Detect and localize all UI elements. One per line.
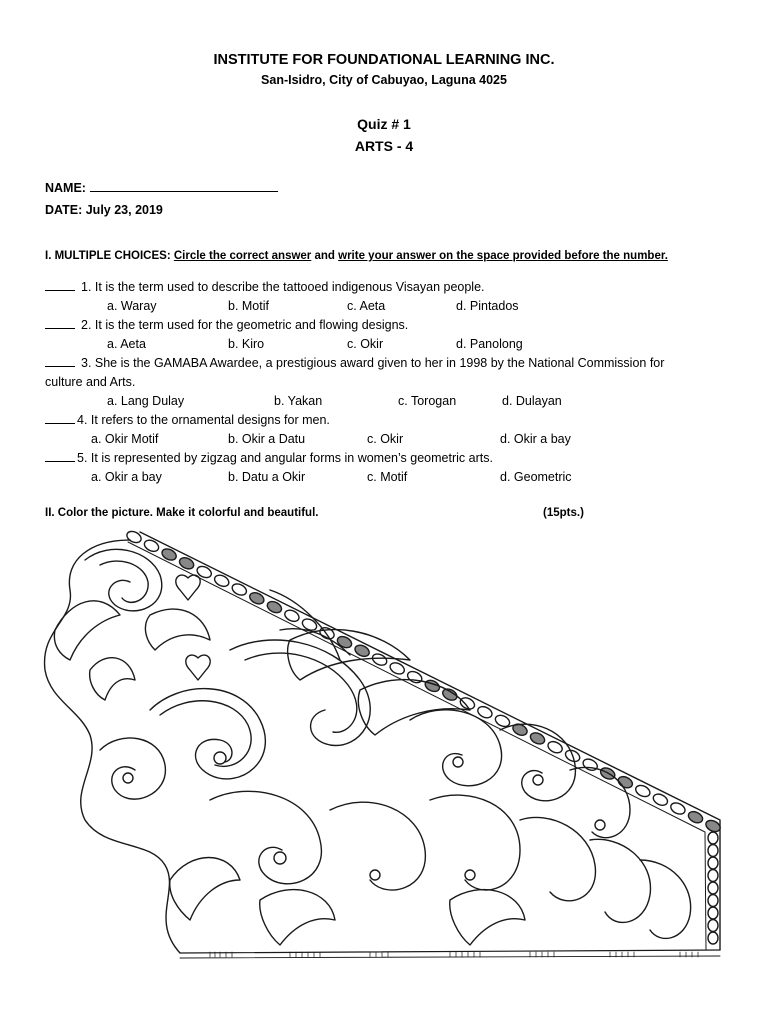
option[interactable]: a. Waray <box>107 299 157 313</box>
question-5-text: 5. It is represented by zigzag and angular forms in women’s geometric arts. <box>77 451 493 465</box>
bead-chain <box>125 529 722 944</box>
answer-blank-4[interactable] <box>45 413 75 424</box>
option[interactable]: a. Lang Dulay <box>107 394 185 408</box>
question-3-text: 3. She is the GAMABA Awardee, a prestigious award given to her in 1998 by the National Commission for <box>81 356 665 370</box>
question-3-text-continued: culture and Arts. <box>45 375 136 389</box>
question-1-text: 1. It is the term used to describe the tattooed indigenous Visayan people. <box>81 280 485 294</box>
section2-title: II. Color the picture. Make it colorful and beautiful. <box>45 507 319 519</box>
option[interactable]: c. Okir <box>347 337 384 351</box>
name-blank[interactable] <box>90 181 278 192</box>
option[interactable]: b. Yakan <box>274 394 323 408</box>
question-4-text: 4. It refers to the ornamental designs for men. <box>77 413 330 427</box>
name-label: NAME: <box>45 181 86 195</box>
leaf <box>450 890 525 945</box>
question-4 <box>45 413 330 427</box>
leaf <box>54 601 120 660</box>
okir-coloring-illustration[interactable] <box>30 520 730 970</box>
subject-title: ARTS - 4 <box>354 138 414 154</box>
date-line: DATE: July 23, 2019 <box>45 203 163 217</box>
section2-points: (15pts.) <box>543 507 584 519</box>
option[interactable]: b. Datu a Okir <box>228 470 306 484</box>
leaf <box>145 609 210 650</box>
answer-blank-2[interactable] <box>45 318 75 329</box>
option[interactable]: d. Okir a bay <box>500 432 571 446</box>
heart-shape <box>176 575 200 600</box>
leaf <box>170 858 240 921</box>
bead <box>708 895 718 907</box>
leaf <box>90 658 135 700</box>
bead <box>669 801 687 817</box>
bead <box>708 907 718 919</box>
answer-blank-5[interactable] <box>45 451 75 462</box>
leaf <box>260 890 335 945</box>
question-2 <box>45 318 408 332</box>
bead <box>634 783 652 799</box>
bead <box>708 882 718 894</box>
question-3 <box>45 356 664 370</box>
answer-blank-1[interactable] <box>45 280 75 291</box>
section1-heading <box>45 250 668 262</box>
question-2-text: 2. It is the term used for the geometric and flowing designs. <box>81 318 409 332</box>
answer-blank-3[interactable] <box>45 356 75 367</box>
option[interactable]: d. Pintados <box>456 299 519 313</box>
option[interactable]: b. Motif <box>228 299 269 313</box>
section1-title: I. MULTIPLE CHOICES: <box>45 250 171 262</box>
section1-and: and <box>314 250 335 262</box>
school-address: San-Isidro, City of Cabuyao, Laguna 4025 <box>261 73 507 87</box>
diagonal-border <box>140 532 720 950</box>
bead <box>708 932 718 944</box>
bead <box>708 857 718 869</box>
school-name: INSTITUTE FOR FOUNDATIONAL LEARNING INC. <box>213 52 555 68</box>
question-1 <box>45 280 485 294</box>
option[interactable]: c. Torogan <box>398 394 457 408</box>
option[interactable]: c. Aeta <box>347 299 386 313</box>
question-5 <box>45 451 493 465</box>
option[interactable]: c. Motif <box>367 470 408 484</box>
option[interactable]: c. Okir <box>367 432 404 446</box>
option[interactable]: b. Kiro <box>228 337 265 351</box>
bead <box>708 870 718 882</box>
option[interactable]: d. Panolong <box>456 337 523 351</box>
bead <box>708 920 718 932</box>
bead <box>687 809 705 825</box>
option[interactable]: b. Okir a Datu <box>228 432 306 446</box>
name-row <box>45 181 278 195</box>
section1-instruction-2: write your answer on the space provided before the number. <box>338 250 668 262</box>
bead <box>708 845 718 857</box>
option[interactable]: a. Okir Motif <box>91 432 159 446</box>
option[interactable]: d. Dulayan <box>502 394 562 408</box>
option[interactable]: a. Aeta <box>107 337 146 351</box>
option[interactable]: d. Geometric <box>500 470 572 484</box>
option[interactable]: a. Okir a bay <box>91 470 162 484</box>
heart-shape <box>186 655 210 680</box>
bead <box>708 832 718 844</box>
section1-instruction-1: Circle the correct answer <box>173 250 312 262</box>
quiz-title: Quiz # 1 <box>357 116 411 132</box>
